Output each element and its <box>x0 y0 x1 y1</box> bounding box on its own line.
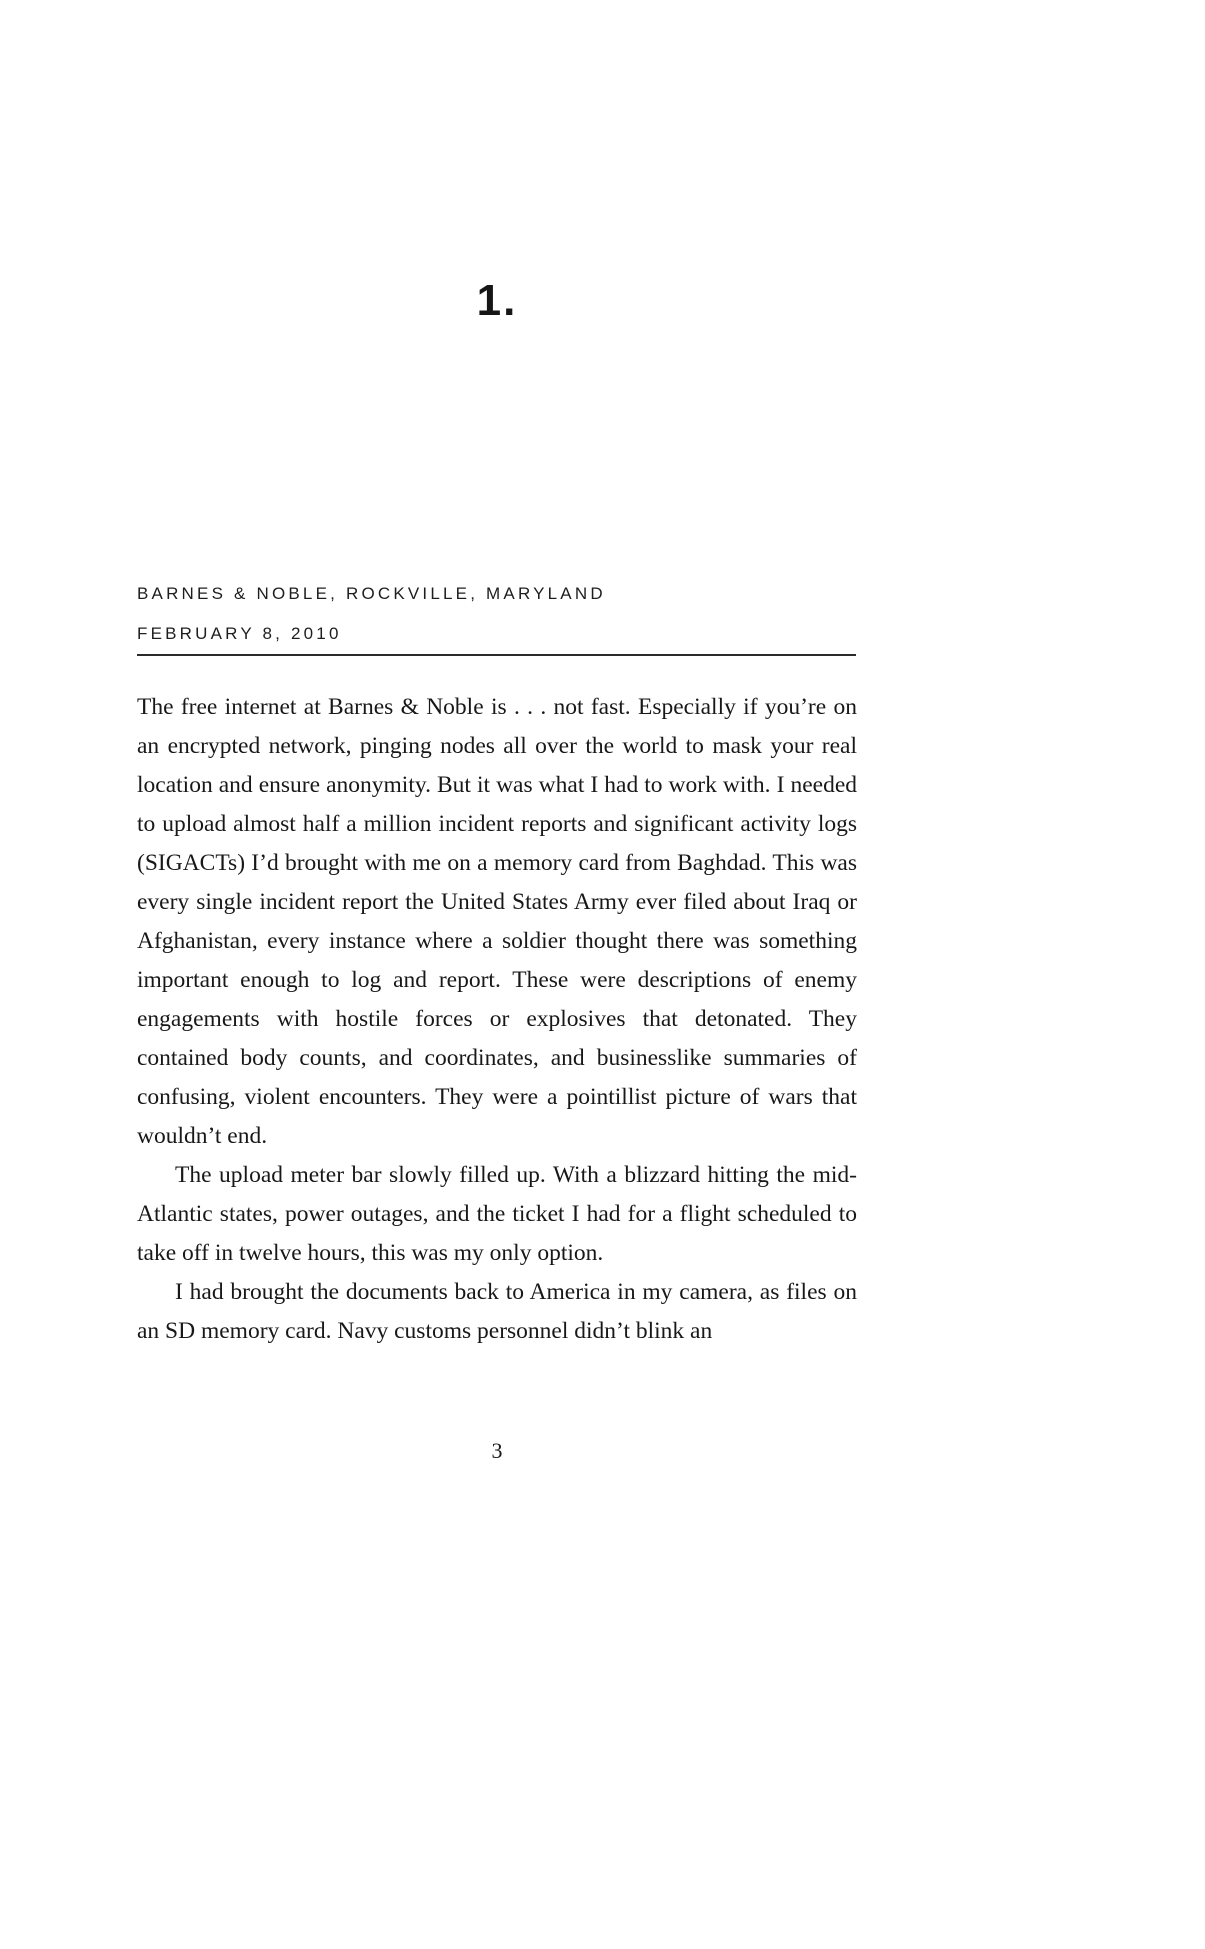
chapter-number: 1. <box>476 276 518 325</box>
body-paragraph: The free internet at Barnes & Noble is . . . not fast. Especially if you’re on an encrypted network, pinging nodes all over the world to mask your real location and ensure anonymity. But it was what I had to work with. I needed to upload almost half a million incident reports and significant activity logs (SIGACTs) I’d brought with me on a memory card from Baghdad. This was every single incident report the United States Army ever filed about Iraq or Afghanistan, every instance where a soldier thought there was something important enough to log and report. These were descriptions of enemy engagements with hostile forces or explosives that detonated. They contained body counts, and coordinates, and businesslike summaries of confusing, violent encounters. They were a pointillist picture of wars that wouldn’t end. <box>137 694 857 1149</box>
section-divider <box>137 654 856 656</box>
body-paragraph: I had brought the documents back to America in my camera, as files on an SD memory card. Navy customs personnel didn’t blink an <box>137 1279 857 1344</box>
body-text <box>137 688 857 1351</box>
dateline-location: BARNES & NOBLE, ROCKVILLE, MARYLAND <box>137 584 606 603</box>
dateline-date: FEBRUARY 8, 2010 <box>137 624 342 643</box>
body-paragraph: The upload meter bar slowly filled up. With a blizzard hitting the mid-Atlantic states, power outages, and the ticket I had for a flight scheduled to take off in twelve hours, this was my only option. <box>137 1162 857 1266</box>
page-number: 3 <box>491 1438 503 1463</box>
dateline <box>137 574 857 654</box>
